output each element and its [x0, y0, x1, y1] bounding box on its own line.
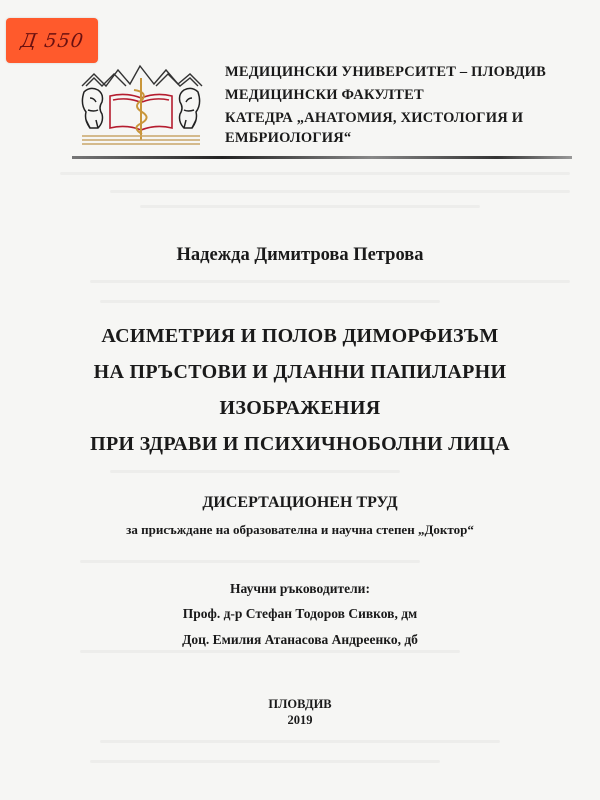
title-line: ИЗОБРАЖЕНИЯ [219, 397, 381, 419]
title-line: АСИМЕТРИЯ И ПОЛОВ ДИМОРФИЗЪМ [101, 325, 499, 347]
title-line: ПРИ ЗДРАВИ И ПСИХИЧНОБОЛНИ ЛИЦА [90, 433, 510, 455]
header-divider [72, 156, 572, 159]
bleed-through [80, 650, 460, 653]
bleed-through [100, 740, 500, 743]
bleed-through [60, 172, 570, 175]
dissertation-title [0, 318, 600, 462]
title-line: НА ПРЪСТОВИ И ДЛАННИ ПАПИЛАРНИ [93, 361, 507, 383]
university-emblem-icon [78, 62, 204, 148]
bleed-through [100, 300, 440, 303]
supervisor-name: Проф. д-р Стефан Тодоров Сивков, дм [182, 606, 418, 621]
sticker-text: Д 550 [19, 29, 85, 52]
department-name-line2: ЕМБРИОЛОГИЯ“ [225, 130, 352, 146]
bleed-through [80, 560, 420, 563]
degree-statement: за присъждане на образователна и научна степен „Доктор“ [126, 522, 474, 537]
author-name: Надежда Димитрова Петрова [176, 245, 424, 265]
city: ПЛОВДИВ [268, 697, 332, 711]
faculty-name: МЕДИЦИНСКИ ФАКУЛТЕТ [225, 87, 424, 103]
bleed-through [110, 190, 570, 193]
supervisors-label: Научни ръководители: [230, 581, 370, 596]
library-sticker [6, 18, 98, 63]
university-name: МЕДИЦИНСКИ УНИВЕРСИТЕТ – ПЛОВДИВ [225, 64, 546, 80]
work-type: ДИСЕРТАЦИОНЕН ТРУД [202, 494, 398, 511]
bleed-through [110, 470, 400, 473]
institution-header [225, 62, 585, 148]
year: 2019 [287, 713, 313, 727]
supervisor-name: Доц. Емилия Атанасова Андреенко, дб [182, 632, 418, 647]
bleed-through [90, 760, 440, 763]
department-name-line1: КАТЕДРА „АНАТОМИЯ, ХИСТОЛОГИЯ И [225, 110, 524, 126]
bleed-through [140, 205, 480, 208]
bleed-through [90, 280, 570, 283]
